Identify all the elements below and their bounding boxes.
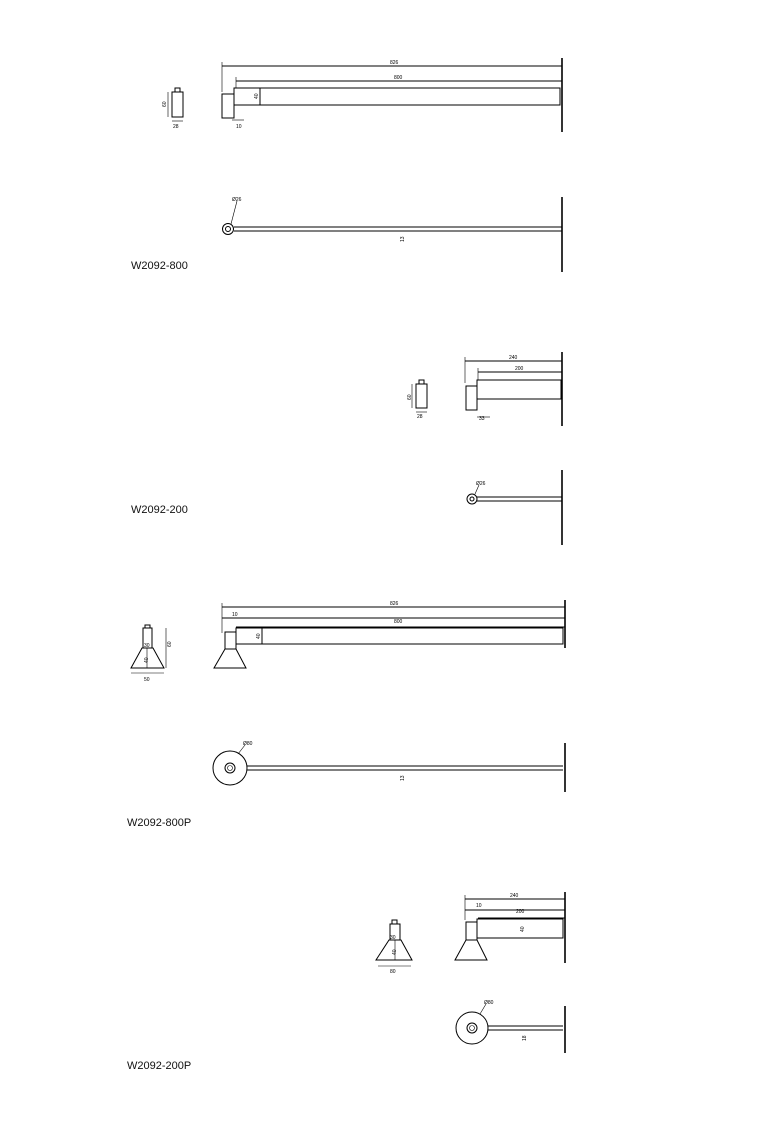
front-disc (223, 224, 234, 235)
front-disc (467, 494, 477, 504)
dim-cone-height: 40 (144, 657, 150, 663)
lamp-body (477, 380, 561, 399)
dim-base-height: 60 (162, 101, 168, 107)
dim-body: 800 (394, 75, 403, 81)
top-view (467, 470, 562, 545)
front-disc (456, 1012, 488, 1044)
side-view (455, 892, 565, 963)
model-code-w2092-200p: W2092-200P (127, 1060, 192, 1072)
dim-cone-top: 30 (144, 643, 150, 649)
end-view (407, 380, 427, 420)
wall-base (222, 94, 234, 118)
model-w2092-200 (407, 352, 562, 545)
model-w2092-800 (162, 58, 562, 272)
dim-bar: 13 (400, 775, 406, 781)
model-code-w2092-200: W2092-200 (131, 504, 188, 516)
wall-base (466, 386, 477, 410)
dim-base-offset: 10 (236, 124, 242, 130)
dim-side-height: 60 (167, 641, 173, 647)
side-view (222, 58, 562, 132)
dim-bar: 18 (522, 1035, 528, 1041)
dim-body: 800 (394, 619, 403, 625)
dim-overall: 826 (390, 601, 399, 607)
model-code-w2092-800p: W2092-800P (127, 817, 192, 829)
dim-offset: 10 (476, 903, 482, 909)
dim-body: 200 (516, 909, 525, 915)
wall-base (466, 922, 477, 940)
end-view (162, 88, 183, 130)
lamp-body (236, 628, 563, 644)
model-w2092-200p (376, 892, 565, 1053)
dim-body-diameter: 40 (256, 633, 262, 639)
wall-base (225, 632, 236, 649)
dim-overall: 240 (510, 893, 519, 899)
side-view (214, 600, 565, 668)
dim-base-width: 28 (173, 124, 179, 130)
end-view-base (416, 384, 427, 408)
cone-shade (455, 940, 487, 960)
dim-cone-height: 40 (392, 949, 398, 955)
front-disc (213, 751, 247, 785)
dim-front-diameter: Ø80 (243, 741, 253, 747)
dim-cone-width: 80 (390, 969, 396, 975)
dim-body: 200 (515, 366, 524, 372)
top-view (223, 197, 563, 272)
dim-offset: 10 (232, 612, 238, 618)
dim-overall: 826 (390, 60, 399, 66)
dim-front-diameter: Ø26 (476, 481, 486, 487)
end-view (376, 920, 412, 975)
lamp-body (234, 88, 560, 105)
dim-body-diameter: 40 (520, 926, 526, 932)
dim-front-diameter: Ø26 (232, 197, 242, 203)
dim-front-diameter: Ø80 (484, 1000, 494, 1006)
cone-shade (214, 649, 246, 668)
model-w2092-800p (131, 600, 565, 792)
dim-body-diameter: 40 (254, 93, 260, 99)
end-view (131, 625, 173, 683)
dim-base-offset: 33 (479, 416, 485, 422)
dim-cone-width: 50 (144, 677, 150, 683)
side-view (465, 352, 562, 426)
dim-base-width: 28 (417, 414, 423, 420)
top-view (456, 1000, 565, 1053)
model-code-w2092-800: W2092-800 (131, 260, 188, 272)
dim-bar: 13 (400, 236, 406, 242)
top-view (213, 741, 565, 792)
end-view-base (172, 92, 183, 117)
dim-base-height: 60 (407, 394, 413, 400)
dim-cone-top: 30 (390, 935, 396, 941)
dim-overall: 240 (509, 355, 518, 361)
